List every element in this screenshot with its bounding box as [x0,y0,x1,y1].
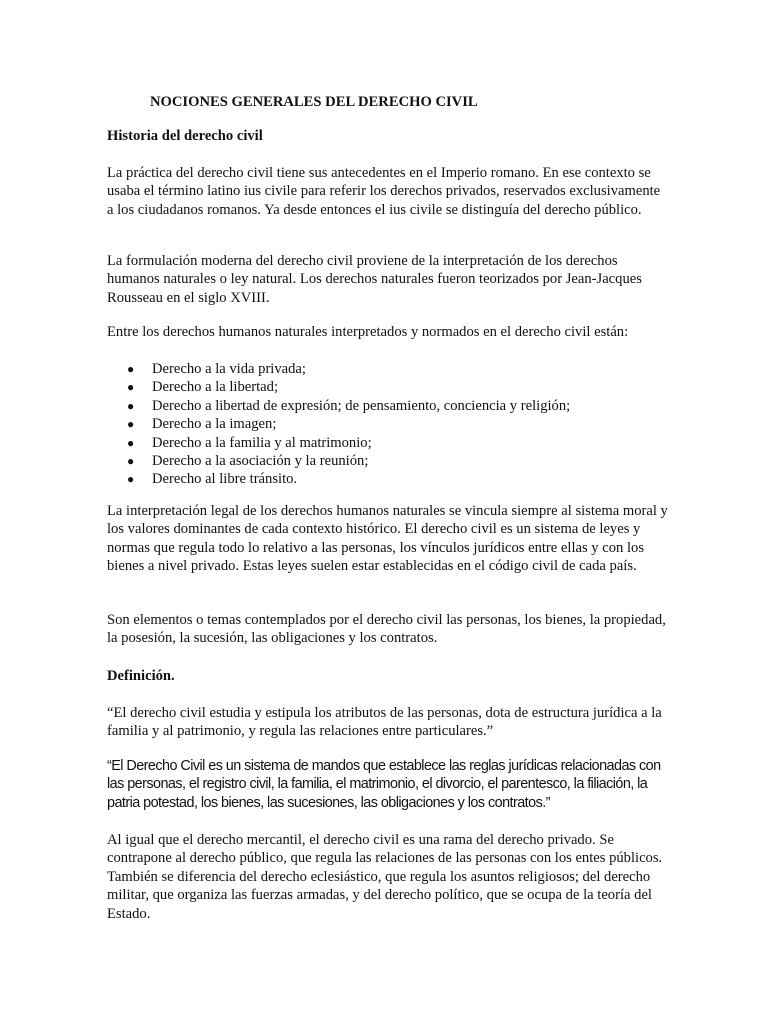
paragraph-rights-intro: Entre los derechos humanos naturales interpretados y normados en el derecho civil están: [107,324,629,340]
definition-quote-1: “El derecho civil estudia y estipula los atributos de las personas, dota de estructura jurídica a la familia y al patrimonio, y regula las relaciones entre particulares.” [107,705,662,740]
bullet-icon: ● [127,453,135,468]
list-item [107,397,667,415]
list-item-text: Derecho a la vida privada; [152,361,306,377]
list-item-text: Derecho a la familia y al matrimonio; [152,434,372,451]
list-item [107,434,667,452]
paragraph-elements: Son elementos o temas contemplados por el derecho civil las personas, los bienes, la propiedad, la posesión, la sucesión, las obligaciones y los contratos. [107,612,666,647]
bullet-icon: ● [127,417,135,432]
list-item-text: Derecho a libertad de expresión; de pensamiento, conciencia y religión; [152,397,571,414]
list-item-text: Derecho a la asociación y la reunión; [152,452,369,469]
document-title: NOCIONES GENERALES DEL DERECHO CIVIL [150,94,478,110]
list-item-text: Derecho a la imagen; [152,416,277,433]
bullet-icon: ● [127,380,135,395]
section-heading-history: Historia del derecho civil [107,128,263,144]
paragraph-private-law: Al igual que el derecho mercantil, el derecho civil es una rama del derecho privado. Se contrapone al derecho público, que regula las relaciones de las personas con los entes públicos. También se diferencia del derecho eclesiástico, que regula los asuntos religiosos; del derecho militar, que organiza las fuerzas armadas, y del derecho político, que se ocupa de la teoría del Estado. [107,832,663,922]
list-item-text: Derecho a la libertad; [152,379,279,396]
list-item [107,452,667,470]
list-item [107,360,667,378]
bullet-icon: ● [127,435,135,450]
paragraph-modern-formulation: La formulación moderna del derecho civil proviene de la interpretación de los derechos humanos naturales o ley natural. Los derechos naturales fueron teorizados por Jean-Jacques Rousseau en el siglo XVIII. [107,253,642,306]
list-item [107,415,667,433]
bullet-icon: ● [127,472,135,487]
bullet-icon: ● [127,398,135,413]
paragraph-legal-interpretation: La interpretación legal de los derechos humanos naturales se vincula siempre al sistema moral y los valores dominantes de cada contexto histórico. El derecho civil es un sistema de leyes y normas que regula todo lo relativo a las personas, los vínculos jurídicos entre ellas y con los bienes a nivel privado. Estas leyes suelen estar establecidas en el código civil de cada país. [107,503,668,575]
list-item [107,470,667,488]
definition-quote-2: “El Derecho Civil es un sistema de mandos que establece las reglas jurídicas relacionadas con las personas, el registro civil, la familia, el matrimonio, el divorcio, el parentesco, la filiación, la patria potestad, los bienes, las sucesiones, las obligaciones y los contratos.” [107,758,661,811]
list-item-text: Derecho al libre tránsito. [152,471,298,488]
paragraph-roman-origins: La práctica del derecho civil tiene sus antecedentes en el Imperio romano. En ese contexto se usaba el término latino ius civile para referir los derechos privados, reservados exclusivamente a los ciudadanos romanos. Ya desde entonces el ius civile se distinguía del derecho público. [107,165,661,218]
list-item [107,378,667,396]
rights-list [107,360,667,489]
section-heading-definition: Definición. [107,668,175,684]
bullet-icon: ● [127,362,135,376]
